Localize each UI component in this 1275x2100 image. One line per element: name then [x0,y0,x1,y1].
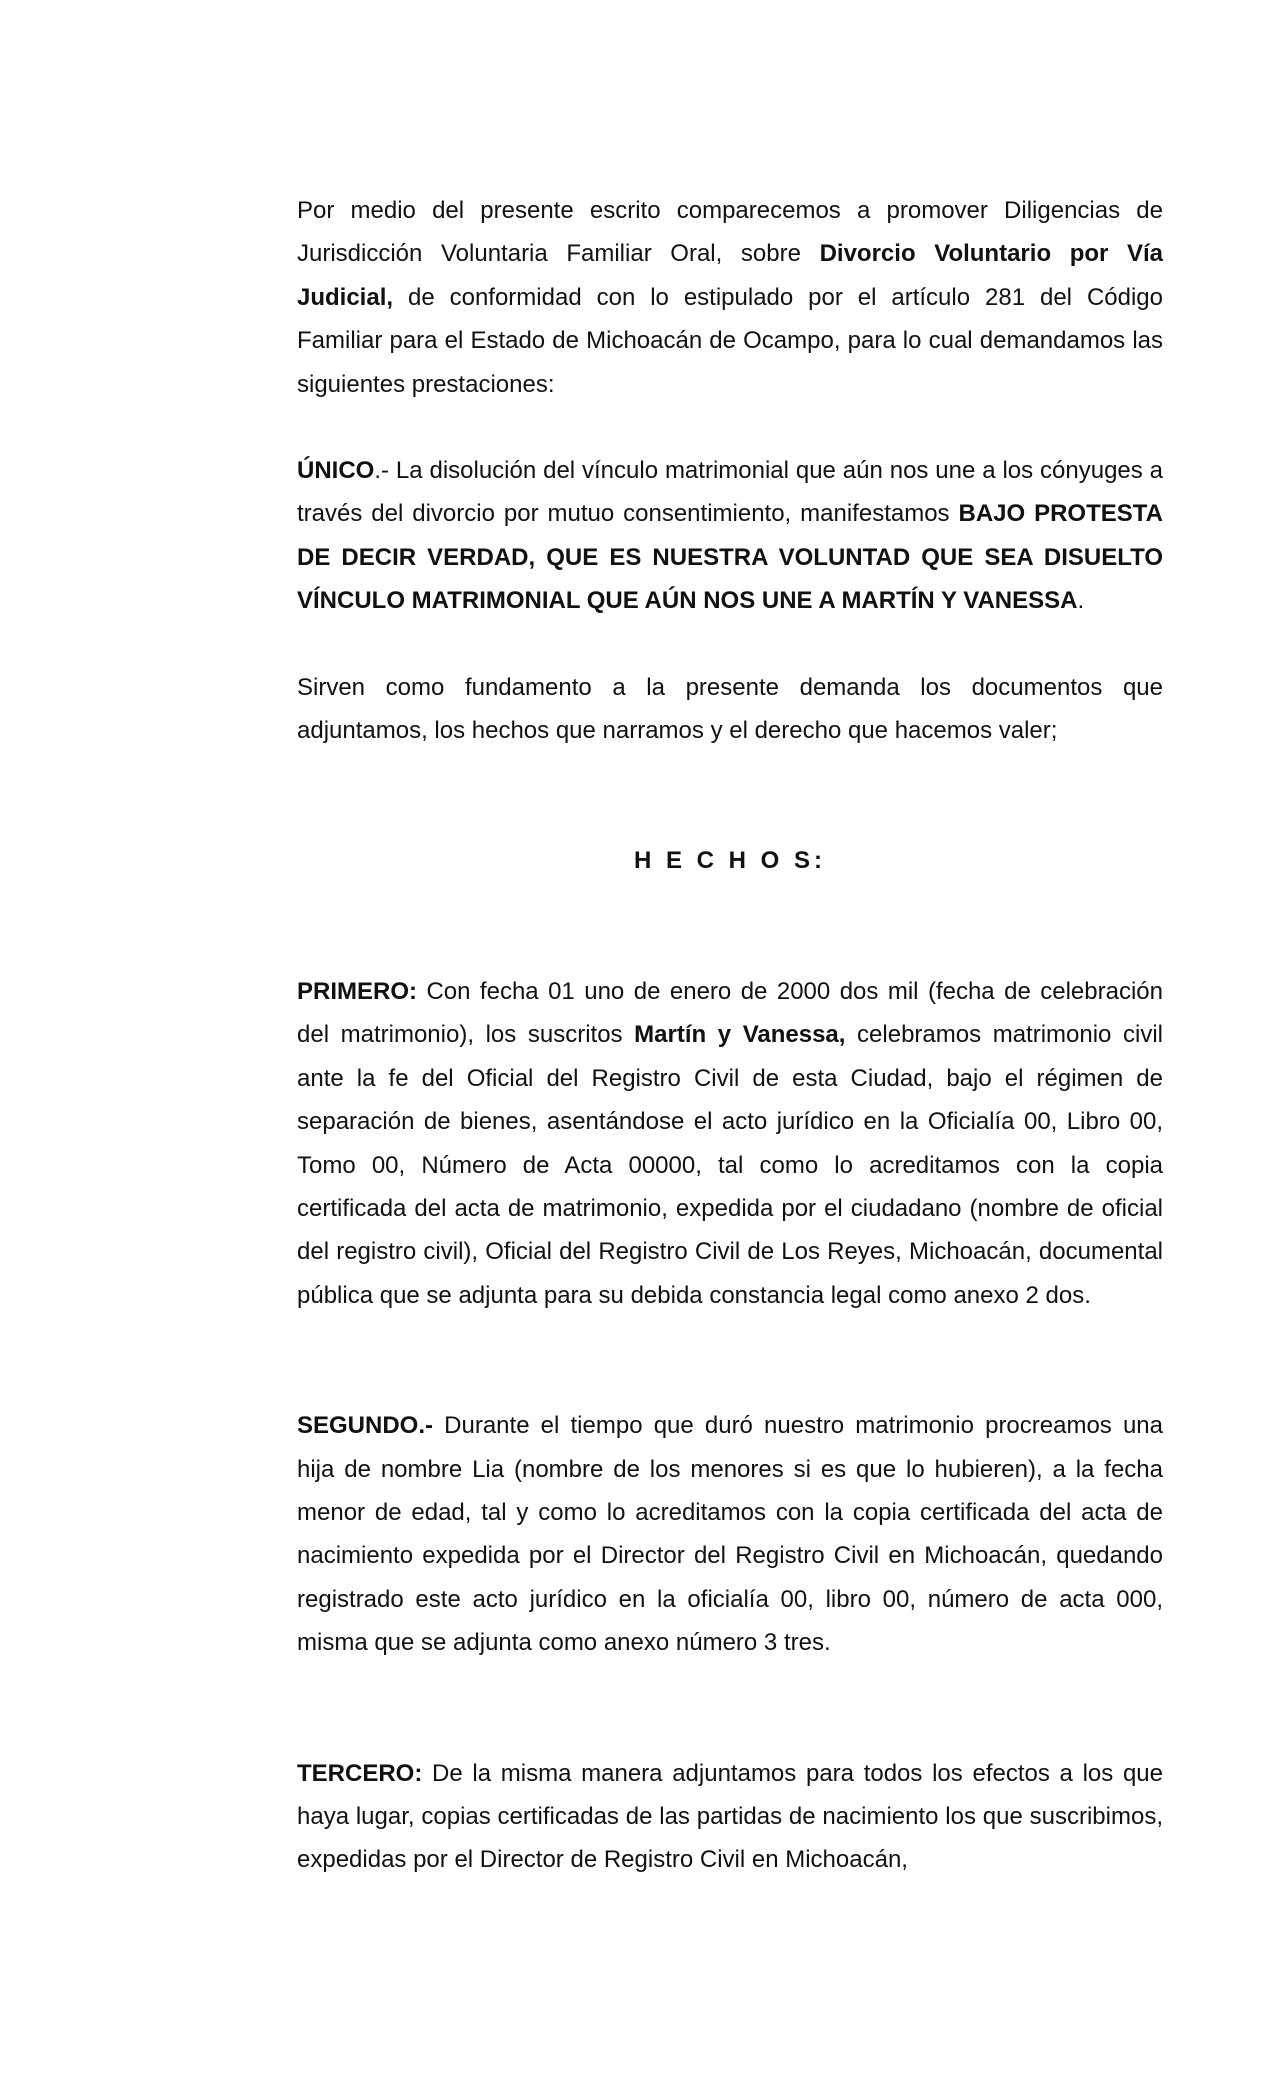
primero-label: PRIMERO: [297,977,417,1005]
spacer [297,623,1163,666]
unico-text-1: .- La disolución del vínculo matrimonial que aún nos une a los cónyuges a través del divorcio por mutuo consentimiento, manifestamos [297,457,1163,528]
segundo-label: SEGUNDO.- [297,1412,434,1440]
segundo-paragraph [297,1404,1163,1664]
unico-label: ÚNICO [297,457,375,485]
segundo-text-1: Durante el tiempo que duró nuestro matrimonio procreamos una hija de nombre Lia (nombre de los menores si es que lo hubieren), a la fecha menor de edad, tal y como lo acreditamos con la copia certificada del acta de nacimiento expedida por el Director del Registro Civil en Michoacán, quedando registrado este acto jurídico en la oficialía 00, libro 00, número de acta 000, misma que se adjunta como anexo número 3 tres. [297,1412,1163,1657]
primero-text-2: celebramos matrimonio civil ante la fe del Oficial del Registro Civil de esta Ciudad, bajo el régimen de separación de bienes, asentándose el acto jurídico en la Oficialía 00, Libro 00, Tomo 00, Número de Acta 00000, tal como lo acreditamos con la copia certificada del acta de matrimonio, expedida por el ciudadano (nombre de oficial del registro civil), Oficial del Registro Civil de Los Reyes, Michoacán, documental pública que se adjunta para su debida constancia legal como anexo 2 dos. [297,1021,1163,1309]
intro-paragraph [297,189,1163,406]
unico-paragraph [297,449,1163,623]
tercero-label: TERCERO: [297,1759,423,1787]
unico-text-2: . [1077,587,1085,615]
spacer [297,1665,1163,1752]
hechos-heading: H E C H O S: [633,847,826,875]
tercero-paragraph [297,1752,1163,1882]
spacer [297,1317,1163,1404]
tercero-text-1: De la misma manera adjuntamos para todos los efectos a los que haya lugar, copias certificadas de las partidas de nacimiento los que suscribimos, expedidas por el Director de Registro Civil en Michoacán, [297,1759,1163,1874]
primero-text-1: Con fecha 01 uno de enero de 2000 dos mil (fecha de celebración del matrimonio), los suscritos [297,977,1163,1049]
primero-paragraph [297,970,1163,1317]
spacer [297,752,1163,839]
primero-bold-names: Martín y Vanessa, [634,1021,846,1049]
intro-text-2: de conformidad con lo estipulado por el artículo 281 del Código Familiar para el Estado de Michoacán de Ocampo, para lo cual demandamos las siguientes prestaciones: [297,283,1163,398]
intro-text-1: Por medio del presente escrito comparecemos a promover Diligencias de Jurisdicción Voluntaria Familiar Oral, sobre [297,197,1163,268]
unico-bold-protesta: BAJO PROTESTA DE DECIR VERDAD, QUE ES NUESTRA VOLUNTAD QUE SEA DISUELTO VÍNCULO MATRIMONIAL QUE AÚN NOS UNE A MARTÍN Y VANESSA [297,500,1163,615]
document-page [297,189,1163,1882]
spacer [297,883,1163,970]
intro-bold-divorcio: Divorcio Voluntario por Vía Judicial, [297,240,1164,311]
spacer [297,406,1163,449]
fundamento-paragraph: Sirven como fundamento a la presente demanda los documentos que adjuntamos, los hechos que narramos y el derecho que hacemos valer; [297,673,1163,745]
